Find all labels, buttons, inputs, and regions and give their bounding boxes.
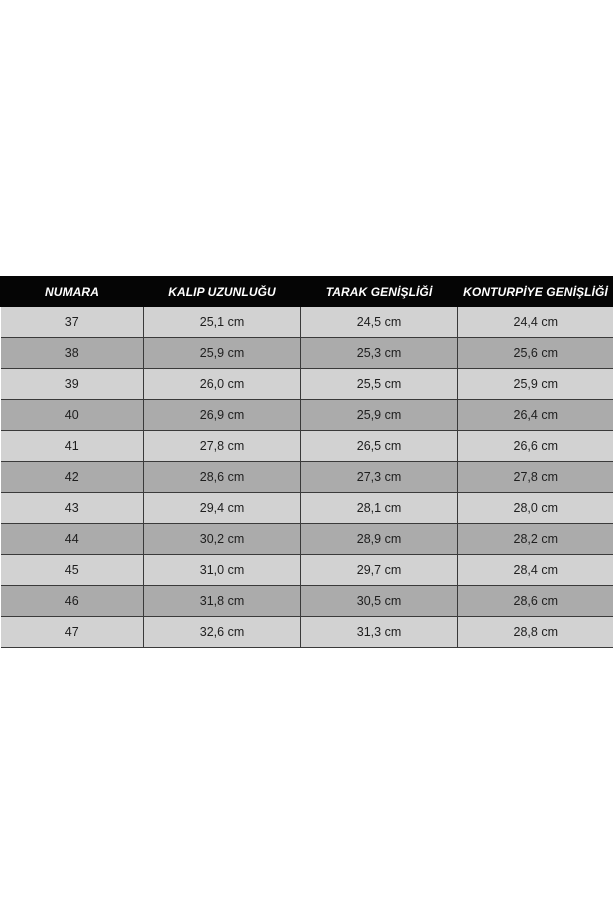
cell-numara: 42 — [1, 462, 144, 493]
size-chart-body — [1, 307, 613, 648]
cell-tarak-genisligi: 28,9 cm — [301, 524, 458, 555]
table-row — [1, 369, 613, 400]
cell-kalip-uzunlugu: 25,9 cm — [144, 338, 301, 369]
header-tarak-genisligi: TARAK GENİŞLİĞİ — [301, 276, 458, 307]
cell-tarak-genisligi: 25,5 cm — [301, 369, 458, 400]
cell-numara: 39 — [1, 369, 144, 400]
cell-tarak-genisligi: 27,3 cm — [301, 462, 458, 493]
table-row — [1, 586, 613, 617]
header-konturpiye-genisligi: KONTURPİYE GENİŞLİĞİ — [458, 276, 613, 307]
cell-konturpiye-genisligi: 26,6 cm — [458, 431, 613, 462]
cell-konturpiye-genisligi: 25,6 cm — [458, 338, 613, 369]
cell-numara: 40 — [1, 400, 144, 431]
cell-numara: 46 — [1, 586, 144, 617]
table-row — [1, 617, 613, 648]
cell-kalip-uzunlugu: 32,6 cm — [144, 617, 301, 648]
table-row — [1, 462, 613, 493]
cell-tarak-genisligi: 25,9 cm — [301, 400, 458, 431]
cell-konturpiye-genisligi: 25,9 cm — [458, 369, 613, 400]
cell-konturpiye-genisligi: 28,2 cm — [458, 524, 613, 555]
table-row — [1, 493, 613, 524]
cell-numara: 47 — [1, 617, 144, 648]
cell-tarak-genisligi: 30,5 cm — [301, 586, 458, 617]
cell-konturpiye-genisligi: 28,8 cm — [458, 617, 613, 648]
cell-konturpiye-genisligi: 28,0 cm — [458, 493, 613, 524]
cell-kalip-uzunlugu: 29,4 cm — [144, 493, 301, 524]
cell-numara: 37 — [1, 307, 144, 338]
header-kalip-uzunlugu: KALIP UZUNLUĞU — [144, 276, 301, 307]
cell-tarak-genisligi: 24,5 cm — [301, 307, 458, 338]
table-row — [1, 400, 613, 431]
table-row — [1, 307, 613, 338]
cell-tarak-genisligi: 26,5 cm — [301, 431, 458, 462]
cell-tarak-genisligi: 25,3 cm — [301, 338, 458, 369]
cell-kalip-uzunlugu: 26,9 cm — [144, 400, 301, 431]
cell-kalip-uzunlugu: 26,0 cm — [144, 369, 301, 400]
cell-konturpiye-genisligi: 27,8 cm — [458, 462, 613, 493]
cell-kalip-uzunlugu: 30,2 cm — [144, 524, 301, 555]
size-chart-table — [0, 276, 613, 648]
cell-numara: 43 — [1, 493, 144, 524]
cell-konturpiye-genisligi: 28,6 cm — [458, 586, 613, 617]
cell-kalip-uzunlugu: 31,8 cm — [144, 586, 301, 617]
header-row — [1, 276, 613, 307]
header-numara: NUMARA — [1, 276, 144, 307]
cell-kalip-uzunlugu: 25,1 cm — [144, 307, 301, 338]
cell-kalip-uzunlugu: 27,8 cm — [144, 431, 301, 462]
cell-konturpiye-genisligi: 26,4 cm — [458, 400, 613, 431]
cell-konturpiye-genisligi: 24,4 cm — [458, 307, 613, 338]
cell-kalip-uzunlugu: 28,6 cm — [144, 462, 301, 493]
cell-tarak-genisligi: 29,7 cm — [301, 555, 458, 586]
cell-numara: 44 — [1, 524, 144, 555]
table-row — [1, 431, 613, 462]
cell-numara: 45 — [1, 555, 144, 586]
size-chart-header — [1, 276, 613, 307]
cell-tarak-genisligi: 28,1 cm — [301, 493, 458, 524]
table-row — [1, 555, 613, 586]
cell-numara: 41 — [1, 431, 144, 462]
cell-konturpiye-genisligi: 28,4 cm — [458, 555, 613, 586]
cell-numara: 38 — [1, 338, 144, 369]
cell-kalip-uzunlugu: 31,0 cm — [144, 555, 301, 586]
cell-tarak-genisligi: 31,3 cm — [301, 617, 458, 648]
table-row — [1, 524, 613, 555]
table-row — [1, 338, 613, 369]
